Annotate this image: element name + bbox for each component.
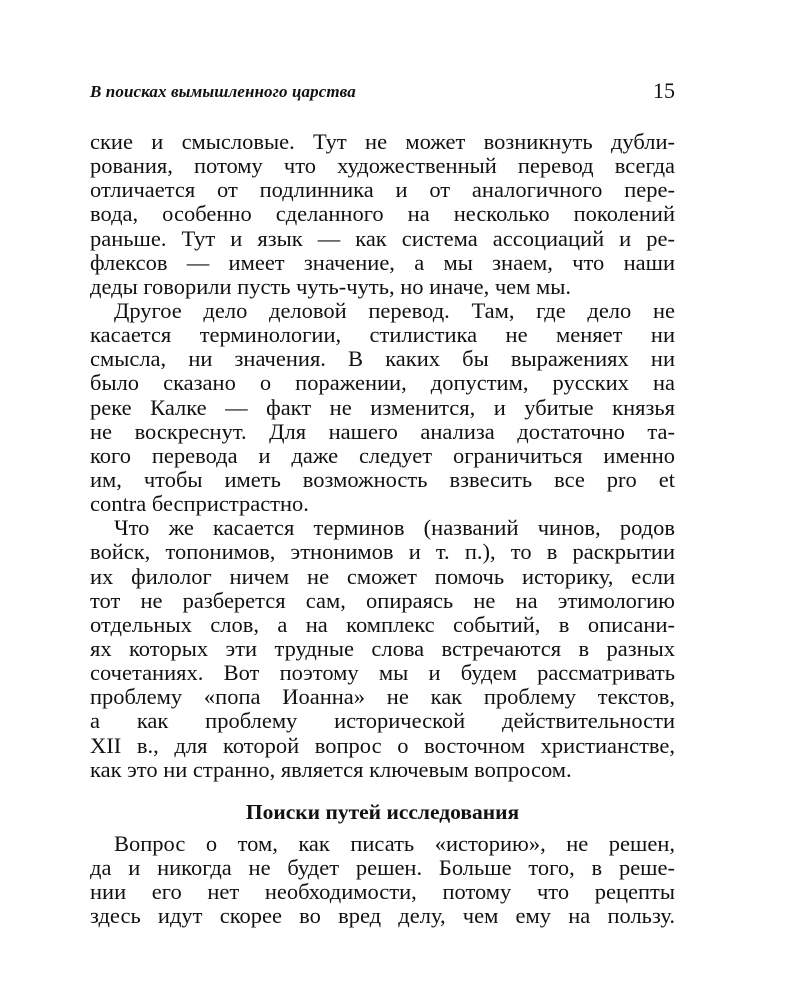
text-line: тот не разберется сам, опираясь не на этимологию [90, 587, 675, 613]
text-line: флексов — имеет значение, а мы знаем, что наши [90, 249, 675, 275]
text-line: ях которых эти трудные слова встречаются в разных [90, 635, 675, 661]
section-body [90, 832, 675, 929]
section-heading: Поиски путей исследования [245, 800, 520, 824]
text-line: кого перевода и даже следует ограничиться именно [90, 442, 675, 468]
text-line: было сказано о поражении, допустим, русских на [90, 370, 675, 396]
text-line: реке Калке — факт не изменится, и убитые князья [90, 394, 675, 420]
text-line: отдельных слов, а на комплекс событий, в описани- [90, 611, 675, 637]
text-line: рования, потому что художественный перевод всегда [90, 153, 675, 179]
body-text-block [90, 130, 675, 782]
running-head [90, 78, 675, 112]
text-line: отличается от подлинника и от аналогичного пере- [90, 177, 675, 203]
paragraph-2 [90, 299, 675, 516]
text-line: их филолог ничем не сможет помочь историку, если [90, 563, 675, 589]
text-line: проблему «попа Иоанна» не как проблему текстов, [90, 684, 675, 710]
text-line: войск, топонимов, этнонимов и т. п.), то в раскрытии [90, 539, 675, 565]
page-number: 15 [653, 78, 675, 103]
text-line: Что же касается терминов (названий чинов, родов [114, 515, 675, 541]
text-line: а как проблему исторической действительности [90, 708, 675, 734]
text-line: сочетаниях. Вот поэтому мы и будем рассматривать [90, 660, 675, 686]
text-line: здесь идут скорее во вред делу, чем ему на пользу. [90, 903, 675, 929]
running-title: В поисках вымышленного царства [90, 82, 356, 101]
paragraph-3 [90, 516, 675, 782]
text-line: ские и смысловые. Тут не может возникнуть дубли- [90, 129, 675, 154]
text-line: им, чтобы иметь возможность взвесить все pro et [90, 466, 675, 492]
text-line: XII в., для которой вопрос о восточном христианстве, [90, 732, 675, 758]
text-line: да и никогда не будет решен. Больше того, в реше- [90, 855, 675, 881]
text-line: раньше. Тут и язык — как система ассоциаций и ре- [90, 225, 675, 251]
text-line: касается терминологии, стилистика не меняет ни [90, 322, 675, 348]
paragraph-4 [90, 832, 675, 929]
text-line: смысла, ни значения. В каких бы выражениях ни [90, 346, 675, 372]
text-line: contra беспристрастно. [90, 491, 309, 517]
paragraph-1 [90, 130, 675, 299]
text-line: нии его нет необходимости, потому что рецепты [90, 879, 675, 905]
text-line: не воскреснут. Для нашего анализа достаточно та- [90, 418, 675, 444]
text-line: деды говорили пусть чуть-чуть, но иначе, чем мы. [90, 273, 571, 299]
text-line: как это ни странно, является ключевым вопросом. [90, 756, 572, 782]
text-line: Вопрос о том, как писать «историю», не решен, [114, 831, 675, 856]
book-page [90, 78, 675, 112]
text-line: вода, особенно сделанного на несколько поколений [90, 201, 675, 227]
text-line: Другое дело деловой перевод. Там, где дело не [114, 297, 675, 323]
